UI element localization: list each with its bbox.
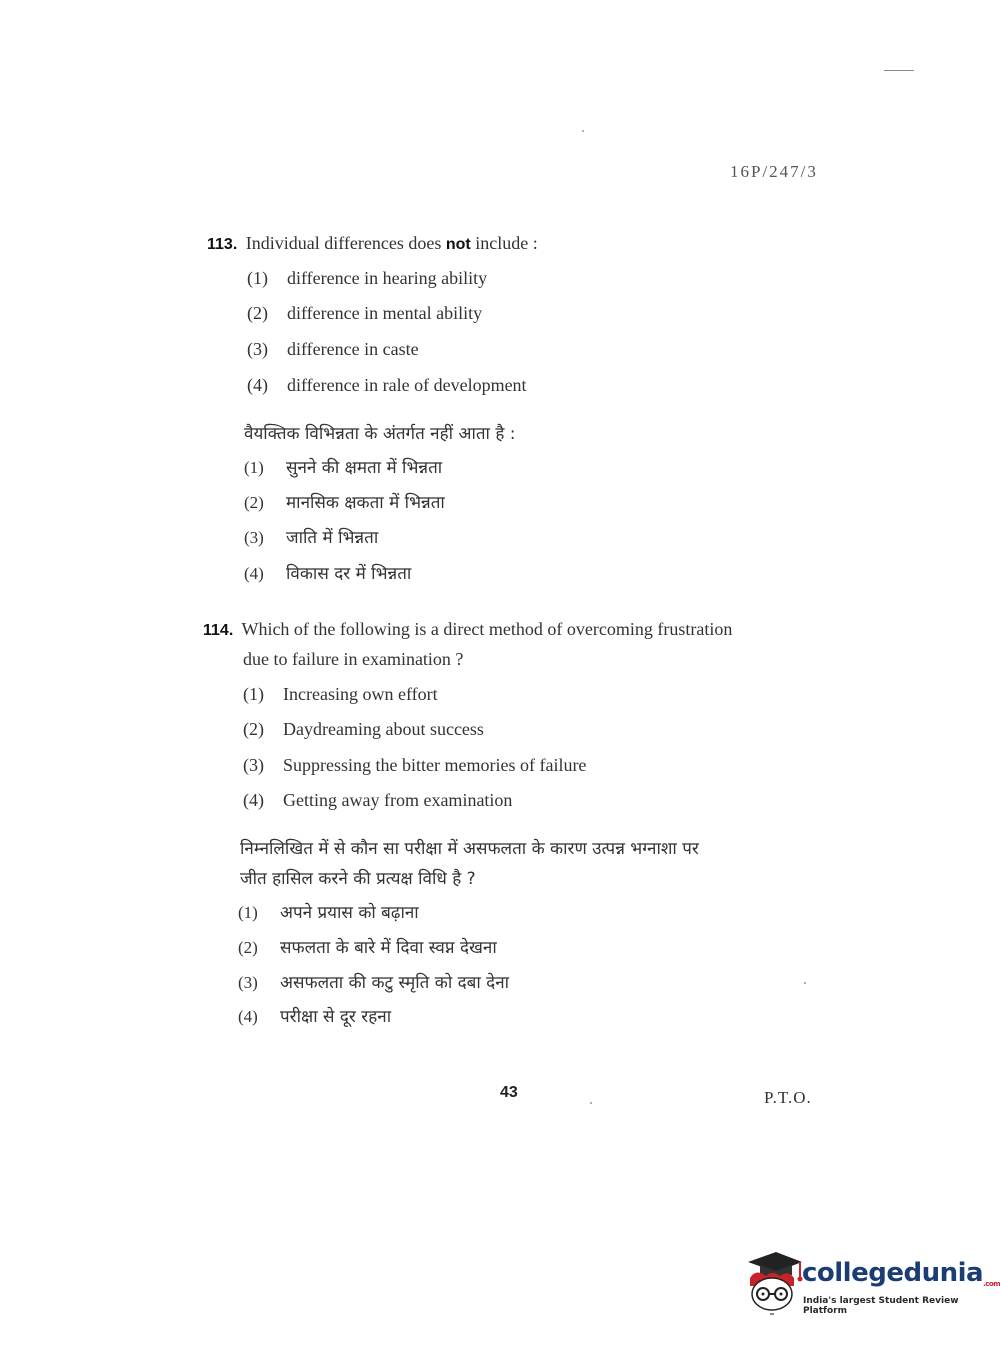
q113-option-4 (247, 375, 527, 396)
question-114-continued: due to failure in examination ? (243, 649, 464, 669)
q114-hindi-option-3 (238, 970, 509, 993)
q113-hindi-option-4 (244, 561, 411, 584)
question-113 (207, 233, 538, 254)
pto-label: P.T.O. (764, 1088, 812, 1107)
option-text: difference in caste (287, 339, 419, 359)
option-text: सफलता के बारे में दिवा स्वप्न देखना (280, 938, 497, 958)
scan-speck (590, 1102, 592, 1104)
option-text: difference in rale of development (287, 375, 527, 395)
question-emphasis: not (445, 236, 471, 253)
option-text: परीक्षा से दूर रहना (280, 1007, 392, 1027)
q114-hindi-option-2 (238, 935, 497, 958)
q114-hindi-option-4 (238, 1004, 391, 1027)
option-number: (2) (244, 493, 264, 512)
brand-suffix: .com (983, 1280, 1000, 1288)
option-number: (1) (247, 268, 268, 288)
q113-option-2 (247, 303, 482, 324)
q113-option-3 (247, 339, 419, 360)
brand-name: collegedunia (802, 1258, 984, 1288)
q114-option-4 (243, 790, 512, 811)
option-number: (2) (247, 303, 268, 323)
question-114 (203, 619, 732, 640)
paper-code: 16P/247/3 (730, 162, 818, 181)
q114-option-1 (243, 684, 438, 705)
option-text: difference in hearing ability (287, 268, 488, 288)
option-number: (3) (243, 755, 264, 775)
option-text: जाति में भिन्नता (286, 528, 379, 548)
option-text: difference in mental ability (287, 303, 483, 323)
q114-hindi-question-line1: निम्नलिखित में से कौन सा परीक्षा में असफलता के कारण उत्पन्न भग्नाशा पर (240, 839, 699, 859)
option-number: (4) (244, 564, 264, 583)
option-text: सुनने की क्षमता में भिन्नता (286, 458, 443, 478)
logo-tagline: India's largest Student Review Platform (803, 1296, 959, 1316)
q114-hindi-question-line2: जीत हासिल करने की प्रत्यक्ष विधि है ? (240, 869, 476, 889)
question-text-line1: Which of the following is a direct method of overcoming frustration (241, 619, 733, 639)
q113-hindi-question: वैयक्तिक विभिन्नता के अंतर्गत नहीं आता है : (244, 424, 516, 444)
option-text: अपने प्रयास को बढ़ाना (280, 903, 419, 923)
q113-option-1 (247, 268, 487, 289)
q114-hindi-option-1 (238, 900, 419, 923)
scan-speck (582, 130, 584, 132)
question-number: 113. (207, 236, 238, 253)
option-number: (4) (243, 790, 264, 810)
option-number: (2) (243, 719, 264, 739)
scan-speck (804, 982, 806, 984)
q114-option-3 (243, 755, 586, 776)
option-number: (2) (238, 938, 258, 957)
option-text: विकास दर में भिन्नता (286, 564, 412, 584)
q113-hindi-option-2 (244, 490, 445, 513)
top-rule (884, 70, 914, 71)
logo-brand-text (802, 1258, 1000, 1288)
q114-option-2 (243, 719, 484, 740)
q113-hindi-option-1 (244, 455, 442, 478)
option-number: (3) (247, 339, 268, 359)
option-text: Getting away from examination (283, 790, 513, 810)
option-text: असफलता की कटु स्मृति को दबा देना (280, 973, 510, 993)
option-number: (4) (238, 1007, 258, 1026)
option-number: (1) (243, 684, 264, 704)
option-text: Increasing own effort (283, 684, 438, 704)
page-number: 43 (500, 1084, 518, 1101)
option-number: (3) (238, 973, 258, 992)
option-text: Daydreaming about success (283, 719, 484, 739)
option-number: (3) (244, 528, 264, 547)
option-text: मानसिक क्षकता में भिन्नता (286, 493, 445, 513)
question-text-part1: Individual differences does (245, 233, 442, 253)
option-text: Suppressing the bitter memories of failure (283, 755, 587, 775)
question-text-part2: include : (475, 233, 538, 253)
question-number: 114. (203, 622, 234, 639)
mascot-icon (742, 1248, 804, 1318)
q113-hindi-option-3 (244, 525, 378, 548)
option-number: (4) (247, 375, 268, 395)
option-number: (1) (238, 903, 258, 922)
option-number: (1) (244, 458, 264, 477)
